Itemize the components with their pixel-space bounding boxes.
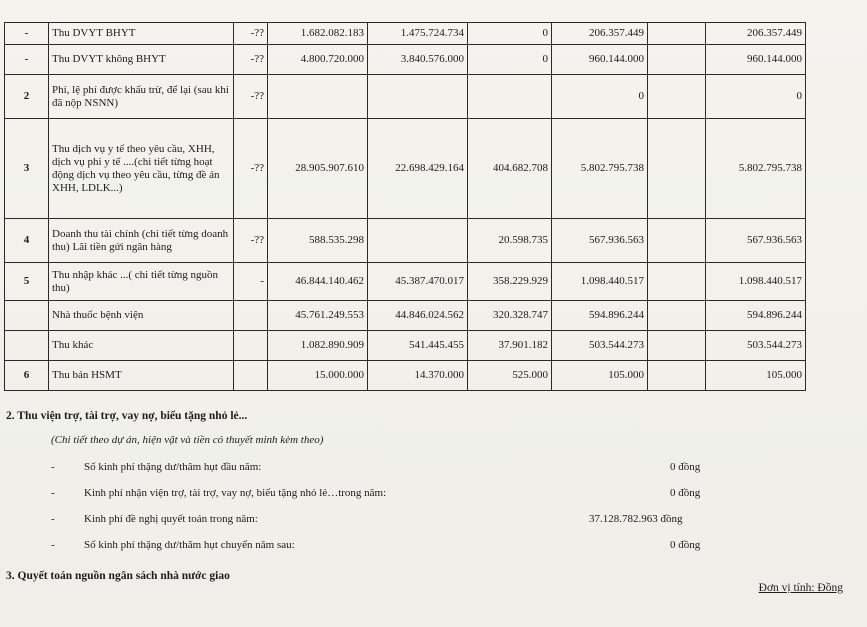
row-label: Doanh thu tài chính (chi tiết từng doanh thu) Lãi tiền gửi ngân hàng [49, 219, 234, 263]
list-dash: - [51, 513, 55, 525]
row-number: 3 [5, 119, 49, 219]
section-2-note: (Chi tiết theo dự án, hiện vật và tiền có thuyết minh kèm theo) [51, 434, 324, 446]
cell-blank [648, 263, 706, 301]
cell-blank [648, 331, 706, 361]
table-row [5, 119, 806, 219]
cell-blank [648, 219, 706, 263]
row-number [5, 331, 49, 361]
cell-total-revenue: 1.082.890.909 [268, 331, 368, 361]
cell-difference: 503.544.273 [552, 331, 648, 361]
cell-blank [648, 119, 706, 219]
row-label: Phí, lệ phí được khấu trừ, để lại (sau khi đã nộp NSNN) [49, 75, 234, 119]
cell-difference: 1.098.440.517 [552, 263, 648, 301]
cell-expenses [368, 219, 468, 263]
cell-difference: 0 [552, 75, 648, 119]
row-code: -?? [234, 119, 268, 219]
aid-received-value: 0 đồng [670, 487, 701, 499]
row-number: - [5, 45, 49, 75]
cell-total-revenue: 46.844.140.462 [268, 263, 368, 301]
table-row [5, 219, 806, 263]
cell-blank [648, 23, 706, 45]
row-number: 6 [5, 361, 49, 391]
unit-text: Đơn vị tính: Đồng [758, 582, 843, 594]
table-row [5, 301, 806, 331]
row-label: Thu dịch vụ y tế theo yêu cầu, XHH, dịch vụ phi y tế ....(chi tiết từng hoạt động dịch vụ theo yêu cầu, từng đề án XHH, LDLK...) [49, 119, 234, 219]
cell-allocated: 5.802.795.738 [706, 119, 806, 219]
cell-tax: 0 [468, 45, 552, 75]
cell-expenses: 22.698.429.164 [368, 119, 468, 219]
cell-tax: 525.000 [468, 361, 552, 391]
row-label: Thu DVYT BHYT [49, 23, 234, 45]
row-code [234, 361, 268, 391]
settlement-request-label: Kinh phí đề nghị quyết toán trong năm: [84, 513, 258, 525]
cell-blank [648, 301, 706, 331]
cell-total-revenue: 4.800.720.000 [268, 45, 368, 75]
cell-tax: 37.901.182 [468, 331, 552, 361]
section-2-title: 2. Thu viện trợ, tài trợ, vay nợ, biếu tặng nhỏ lẻ... [6, 410, 248, 422]
unit-label [759, 582, 843, 594]
cell-difference: 5.802.795.738 [552, 119, 648, 219]
row-code: - [234, 263, 268, 301]
aid-received-label: Kinh phí nhận viện trợ, tài trợ, vay nợ, biếu tặng nhỏ lẻ…trong năm: [84, 487, 387, 499]
cell-blank [648, 45, 706, 75]
cell-total-revenue [268, 75, 368, 119]
table-row [5, 23, 806, 45]
row-number: 4 [5, 219, 49, 263]
row-code [234, 331, 268, 361]
cell-allocated: 206.357.449 [706, 23, 806, 45]
cell-expenses: 45.387.470.017 [368, 263, 468, 301]
row-code: -?? [234, 45, 268, 75]
row-label: Nhà thuốc bệnh viện [49, 301, 234, 331]
cell-allocated: 960.144.000 [706, 45, 806, 75]
cell-blank [648, 75, 706, 119]
row-label: Thu nhập khác ...( chi tiết từng nguồn thu) [49, 263, 234, 301]
cell-total-revenue: 15.000.000 [268, 361, 368, 391]
cell-tax: 20.598.735 [468, 219, 552, 263]
settlement-request-value: 37.128.782.963 đồng [589, 513, 683, 525]
cell-difference: 960.144.000 [552, 45, 648, 75]
cell-difference: 206.357.449 [552, 23, 648, 45]
revenue-table [4, 22, 806, 391]
cell-total-revenue: 45.761.249.553 [268, 301, 368, 331]
row-number: 2 [5, 75, 49, 119]
cell-difference: 567.936.563 [552, 219, 648, 263]
list-dash: - [51, 461, 55, 473]
list-dash: - [51, 539, 55, 551]
cell-allocated: 567.936.563 [706, 219, 806, 263]
cell-total-revenue: 1.682.082.183 [268, 23, 368, 45]
cell-tax: 404.682.708 [468, 119, 552, 219]
cell-expenses: 1.475.724.734 [368, 23, 468, 45]
cell-blank [648, 361, 706, 391]
cell-allocated: 594.896.244 [706, 301, 806, 331]
list-dash: - [51, 487, 55, 499]
cell-expenses [368, 75, 468, 119]
cell-total-revenue: 588.535.298 [268, 219, 368, 263]
row-code: -?? [234, 75, 268, 119]
cell-tax [468, 75, 552, 119]
cell-expenses: 541.445.455 [368, 331, 468, 361]
opening-balance-value: 0 đồng [670, 461, 701, 473]
row-code [234, 301, 268, 331]
cell-total-revenue: 28.905.907.610 [268, 119, 368, 219]
cell-difference: 105.000 [552, 361, 648, 391]
row-code: -?? [234, 23, 268, 45]
cell-difference: 594.896.244 [552, 301, 648, 331]
cell-allocated: 503.544.273 [706, 331, 806, 361]
table-row [5, 263, 806, 301]
table-row [5, 75, 806, 119]
table-row [5, 331, 806, 361]
row-label: Thu bán HSMT [49, 361, 234, 391]
row-label: Thu khác [49, 331, 234, 361]
carryover-balance-label: Số kinh phí thặng dư/thâm hụt chuyển năm sau: [84, 539, 295, 551]
row-number: 5 [5, 263, 49, 301]
section-3-title: 3. Quyết toán nguồn ngân sách nhà nước giao [6, 570, 230, 582]
row-number [5, 301, 49, 331]
table-row [5, 45, 806, 75]
cell-allocated: 0 [706, 75, 806, 119]
row-code: -?? [234, 219, 268, 263]
cell-tax: 0 [468, 23, 552, 45]
row-number: - [5, 23, 49, 45]
table-row [5, 361, 806, 391]
cell-tax: 358.229.929 [468, 263, 552, 301]
cell-expenses: 3.840.576.000 [368, 45, 468, 75]
cell-allocated: 1.098.440.517 [706, 263, 806, 301]
row-label: Thu DVYT không BHYT [49, 45, 234, 75]
carryover-balance-value: 0 đồng [670, 539, 701, 551]
opening-balance-label: Số kinh phí thặng dư/thâm hụt đầu năm: [84, 461, 262, 473]
cell-expenses: 44.846.024.562 [368, 301, 468, 331]
cell-tax: 320.328.747 [468, 301, 552, 331]
cell-expenses: 14.370.000 [368, 361, 468, 391]
cell-allocated: 105.000 [706, 361, 806, 391]
